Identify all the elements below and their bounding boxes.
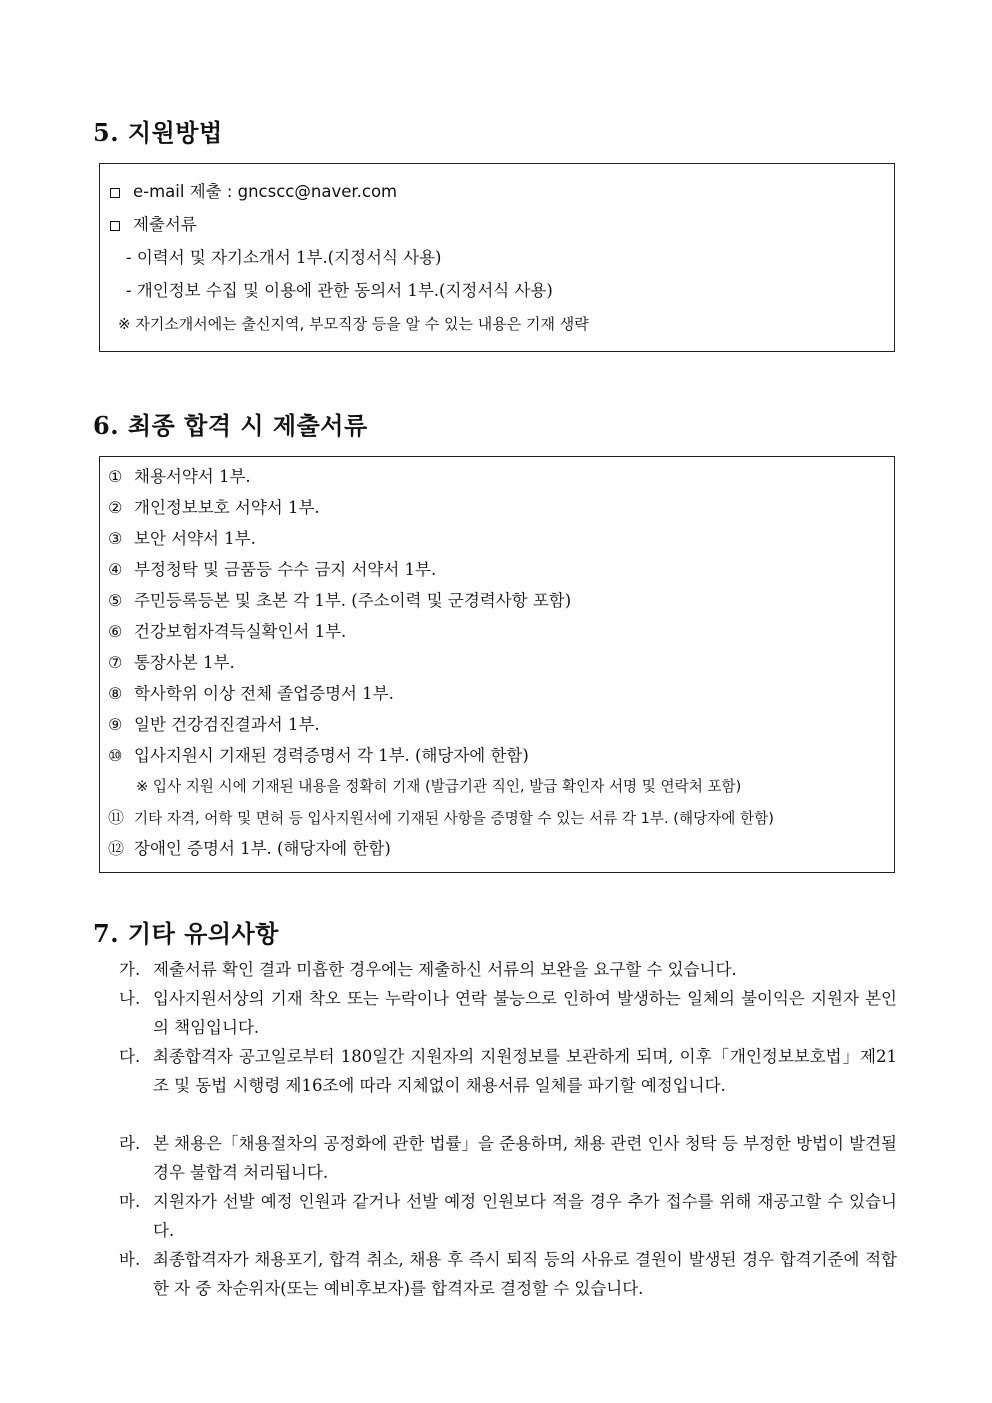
list-item — [108, 498, 320, 518]
section5-box — [99, 163, 895, 352]
item-number: ② — [108, 498, 123, 517]
item-text: 통장사본 1부. — [134, 653, 235, 672]
item-text: 건강보험자격득실확인서 1부. — [134, 622, 347, 641]
notice-item — [119, 984, 897, 1042]
item-text: 주민등록등본 및 초본 각 1부. (주소이력 및 군경력사항 포함) — [134, 591, 572, 610]
list-item — [108, 746, 529, 766]
notice-item — [119, 955, 897, 984]
list-item — [108, 839, 391, 859]
list-item — [108, 715, 320, 735]
doc1-line: - 이력서 및 자기소개서 1부.(지정서식 사용) — [126, 248, 442, 267]
docs-row — [110, 215, 197, 235]
item-text: 채용서약서 1부. — [134, 467, 251, 486]
notice-label: 라. — [119, 1134, 141, 1153]
list-item — [108, 622, 346, 642]
notice-label: 나. — [119, 989, 141, 1008]
item-text: 개인정보보호 서약서 1부. — [134, 498, 320, 517]
notice-label: 바. — [119, 1250, 141, 1269]
section5-heading: 5. 지원방법 — [93, 118, 223, 147]
list-item — [108, 467, 251, 487]
notice-label: 가. — [119, 960, 141, 979]
notice-label: 마. — [119, 1192, 141, 1211]
item10-note: ※ 입사 지원 시에 기재된 내용을 정확히 기재 (발급기관 직인, 발급 확인자 서명 및 연락처 포함) — [136, 778, 742, 795]
item-number: ⑪ — [108, 808, 125, 827]
section7-heading: 7. 기타 유의사항 — [93, 919, 279, 948]
notice-text: 지원자가 선발 예정 인원과 같거나 선발 예정 인원보다 적을 경우 추가 접수를 위해 재공고할 수 있습니다. — [153, 1192, 897, 1240]
item-number: ⑦ — [108, 653, 123, 672]
item-number: ④ — [108, 560, 123, 579]
list-item — [108, 591, 571, 611]
section6-heading: 6. 최종 합격 시 제출서류 — [93, 411, 368, 440]
item-number: ⑧ — [108, 684, 123, 703]
notice-text: 입사지원서상의 기재 착오 또는 누락이나 연락 불능으로 인하여 발생하는 일체의 불이익은 지원자 본인의 책임입니다. — [153, 989, 897, 1037]
email-row — [110, 182, 397, 202]
checkbox-bullet-icon — [110, 188, 120, 198]
doc2-line: - 개인정보 수집 및 이용에 관한 동의서 1부.(지정서식 사용) — [126, 281, 553, 300]
item-text: 기타 자격, 어학 및 면허 등 입사지원서에 기재된 사항을 증명할 수 있는 서류 각 1부. (해당자에 한함) — [134, 810, 774, 827]
notice-text: 본 채용은「채용절차의 공정화에 관한 법률」을 준용하며, 채용 관련 인사 청탁 등 부정한 방법이 발견될 경우 불합격 처리됩니다. — [153, 1134, 897, 1182]
list-item — [108, 560, 436, 580]
item-number: ⑨ — [108, 715, 123, 734]
notice-item — [119, 1129, 897, 1187]
notice-text: 최종합격자가 채용포기, 합격 취소, 채용 후 즉시 퇴직 등의 사유로 결원이 발생된 경우 합격기준에 적합한 자 중 차순위자(또는 예비후보자)를 합격자로 결정할 수 있습니다. — [153, 1250, 897, 1298]
notice-text: 최종합격자 공고일로부터 180일간 지원자의 지원정보를 보관하게 되며, 이후「개인정보보호법」제21조 및 동법 시행령 제16조에 따라 지체없이 채용서류 일체를 파기할 예정입니다. — [153, 1047, 897, 1095]
list-item — [108, 684, 394, 704]
section6-box — [99, 456, 895, 873]
item-number: ⑤ — [108, 591, 123, 610]
item-text: 입사지원시 기재된 경력증명서 각 1부. (해당자에 한함) — [134, 746, 529, 765]
item-text: 학사학위 이상 전체 졸업증명서 1부. — [134, 684, 394, 703]
item-text: 장애인 증명서 1부. (해당자에 한함) — [134, 839, 391, 858]
item-text: 보안 서약서 1부. — [134, 529, 256, 548]
list-item — [108, 808, 774, 829]
item-number: ⑫ — [108, 839, 125, 858]
item-text: 일반 건강검진결과서 1부. — [134, 715, 320, 734]
notice-item — [119, 1245, 897, 1303]
item-number: ⑩ — [108, 746, 123, 765]
notice-text: 제출서류 확인 결과 미흡한 경우에는 제출하신 서류의 보완을 요구할 수 있습니다. — [153, 960, 737, 979]
list-item — [108, 529, 256, 549]
section5-note: ※ 자기소개서에는 출신지역, 부모직장 등을 알 수 있는 내용은 기재 생략 — [118, 315, 589, 333]
notice-label: 다. — [119, 1047, 141, 1066]
email-line: e-mail 제출 : gncscc@naver.com — [133, 182, 398, 201]
item-number: ⑥ — [108, 622, 123, 641]
notice-item — [119, 1187, 897, 1245]
item-text: 부정청탁 및 금품등 수수 금지 서약서 1부. — [134, 560, 437, 579]
docs-label: 제출서류 — [133, 215, 197, 234]
item-number: ① — [108, 467, 123, 486]
notice-item — [119, 1042, 897, 1129]
checkbox-bullet-icon — [110, 221, 120, 231]
item-number: ③ — [108, 529, 123, 548]
list-item — [108, 653, 235, 673]
